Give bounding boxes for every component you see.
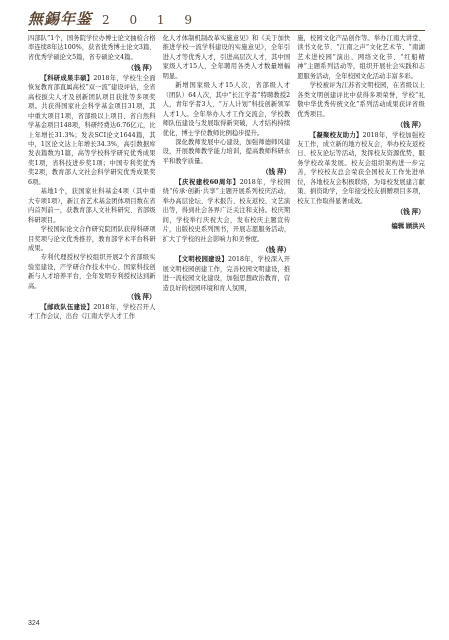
contributor-credit: （钱 萍） xyxy=(396,122,425,130)
section-title: 【科研成果丰硕】 xyxy=(40,74,94,82)
journal-year: 2 0 1 9 xyxy=(102,13,200,27)
paragraph xyxy=(28,74,156,187)
paragraph xyxy=(28,225,156,253)
contributor-credit: （钱 萍） xyxy=(127,294,156,302)
header-rule xyxy=(28,30,425,31)
paragraph-text: 深化教师发展中心建设，加强师德师风建设，开展教师教学能力培训，提高教师科研水平和教学质量。 xyxy=(162,138,291,165)
paragraph-text: 新增国家级人才15人次，省部级人才（团队）64人次，其中“长江学者”特聘教授2人，青年学者3人，“万人计划”科技创新领军人才1人。全年举办人才工作交流会，学校教师队伍建设与发展取得新突破，人才结构持续优化，博士学位教师比例稳步提升。 xyxy=(162,82,291,137)
paragraph xyxy=(163,178,291,244)
paragraph-text: 专利代理授权学校组织开展2个省部级实验室建设，产学研合作技术中心、国家科技创新与人才培养平台，全年发明专利授权达到新高。 xyxy=(28,254,156,290)
paragraph xyxy=(297,81,425,119)
contributor-credit: （钱 萍） xyxy=(261,169,291,177)
text-column-1 xyxy=(28,34,156,616)
responsible-editor: 编辑 顾洪兴 xyxy=(391,222,425,230)
contributor-credit: （钱 萍） xyxy=(127,65,156,73)
paragraph-text: 四部队”1个，国务院学位办博士论文抽检合格率连续8年达100%，获省优秀博士论文3篇、省优秀学硕论文5篇，省专硕论文4篇。 xyxy=(28,35,156,61)
paragraph xyxy=(163,255,291,293)
text-column-3 xyxy=(297,34,425,616)
text-column-2 xyxy=(163,34,291,616)
contributor-credit: （钱 萍） xyxy=(261,246,291,254)
paragraph-text: 施，校园文化产品创作等。举办江南大讲堂、读书文化节、“江南之声”文化艺术节、“南湖艺术进校园”演出、网络文化节、“红船精神”主题系列活动等，组织开展社会实践和志愿服务活动，全年校园文化活动丰富多彩。 xyxy=(297,35,425,80)
paragraph xyxy=(163,138,291,166)
paragraph-text: 2018年，学校召开人才工作会议，出台《江南大学人才工作 xyxy=(28,303,156,321)
paragraph-text: 2018年，学校围绕“传承·创新·共享”主题开展系列校庆活动，举办高层论坛、学术报告、校友返校、文艺演出等，得到社会各界广泛关注和支持。校庆期间，学校举行庆祝大会，发布校庆主题宣传片，出版校史系列图书，开展志愿服务活动，扩大了学校的社会影响力和美誉度。 xyxy=(162,178,291,243)
paragraph-text: 学校被评为江苏省文明校园，在省级以上各类文明创建评比中获得多项荣誉，学校“礼敬中华优秀传统文化”系列活动成果获评省级优秀项目。 xyxy=(297,82,425,118)
paragraph xyxy=(163,81,291,138)
paragraph-text: 2018年，学校生全面恢复教育部直属高校“双一流”建设评估，全省高校拔尖人才及创新团队项目获批等多项奖项。共获得国家社会科学基金项目31项，其中重大项目1项，省部级以上项目、省自然科学基金项目148项，科研经费达6.76亿元，比上年增长31.3%；发表SCI论文1644篇，其中，1区论文达上年增长34.3%，高引数据库发表篇数为1篇，高等学校科学研究优秀成果奖1项，省科技进步奖1项；中国专利奖优秀奖2项，教育部人文社会科学研究优秀成果奖6项。 xyxy=(28,74,156,186)
paragraph xyxy=(28,253,156,291)
continued-paragraph xyxy=(163,34,291,81)
section-title: 【庆祝建校60周年】 xyxy=(175,178,240,186)
page-number: 324 xyxy=(28,620,40,627)
continued-paragraph xyxy=(297,34,425,81)
continued-paragraph xyxy=(28,34,156,62)
section-title: 【邮政队伍建设】 xyxy=(40,303,94,311)
contributor-credit: （钱 萍） xyxy=(396,209,425,217)
paragraph xyxy=(28,303,156,322)
paragraph xyxy=(297,131,425,207)
paragraph xyxy=(28,187,156,225)
paragraph-text: 学校国际论文合作研究院团队获得科研项目奖项与论文优秀推荐，教育部学术平台科研成果。 xyxy=(28,226,156,252)
section-title: 【文明校园建设】 xyxy=(175,256,228,264)
paragraph-text: 2018年，学校加强校友工作，成立新的地方校友会，举办校友返校日、校友论坛等活动，发挥校友资源优势，服务学校改革发展。校友会组织架构进一步完善，学校校友总会荣获全国校友工作先进单位，各地校友会积极联络，为母校发展建言献策、捐资助学，全年接受校友捐赠项目多项，校友工作取得显著成效。 xyxy=(297,131,425,205)
paragraph-text: 2018年，学校深入开展文明校园创建工作，完善校园文明建设，推进一流校园文化建设，加强思想政治教育，营造良好的校园环境和育人氛围， xyxy=(162,256,291,292)
paragraph-text: 基地1个，获国家社科基金4项（其中重大专项1项），新江省艺术基金团体项目数在省内首列前一，获教育部人文社科研究、省部级科研项目。 xyxy=(28,188,156,224)
section-title: 【凝聚校友助力】 xyxy=(309,131,363,139)
paragraph-text: 化人才体制机制改革实施意见》和《关于加快推进学校一流学科建设的实施意见》，全年引进人才等优秀人才，引进高层次人才，其中国家级人才15人，全年聘用各类人才数量增幅明显。 xyxy=(162,35,291,80)
journal-name: 無錫年鉴 xyxy=(28,10,93,28)
running-header xyxy=(28,8,200,29)
article-columns xyxy=(28,34,425,616)
